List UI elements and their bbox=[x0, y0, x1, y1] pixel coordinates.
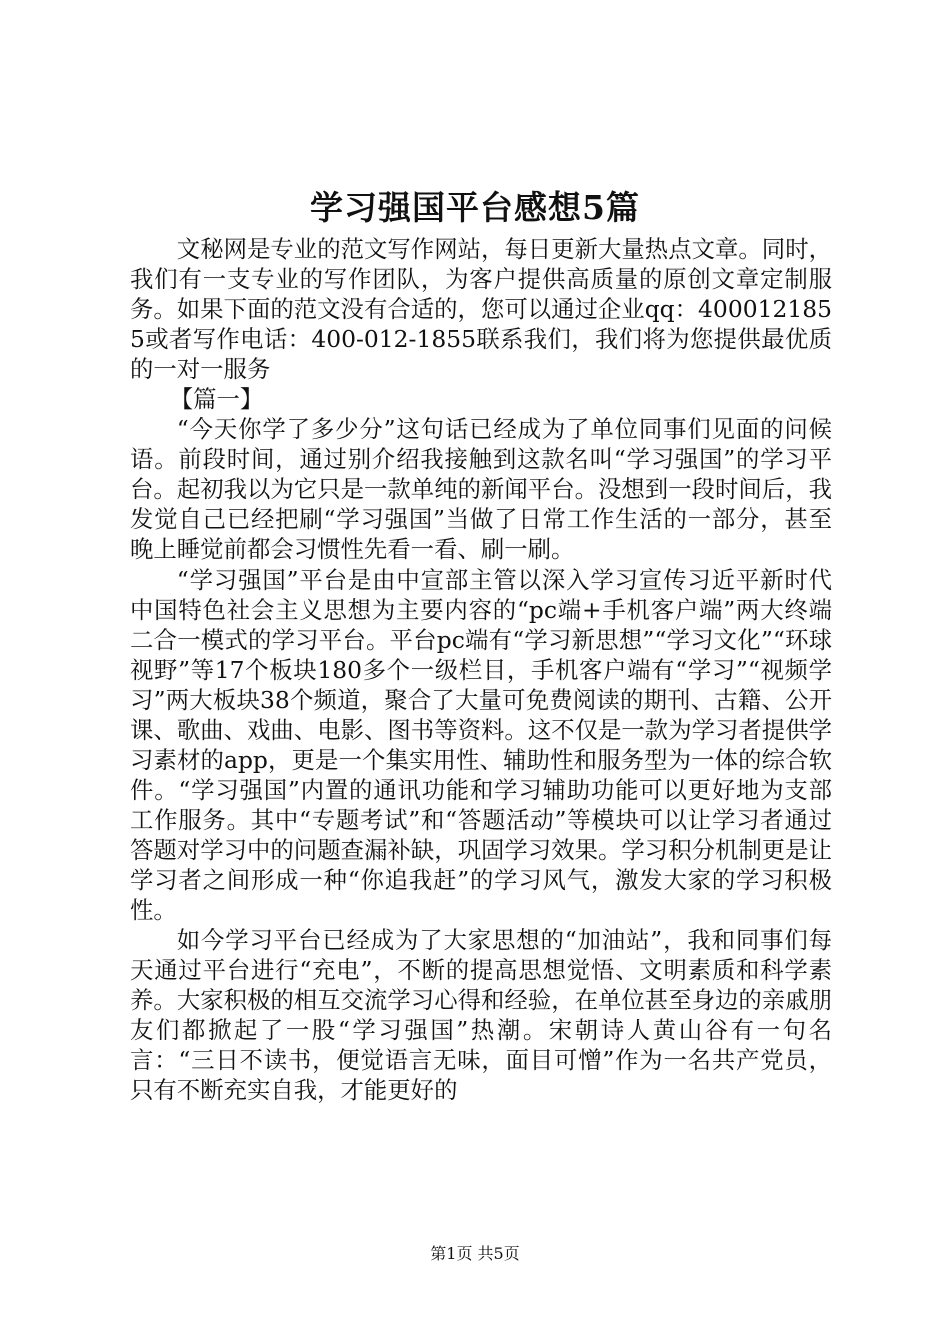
section-label: 【篇一】 bbox=[169, 385, 264, 414]
page-footer: 第1页 共5页 bbox=[430, 1244, 520, 1263]
document-body bbox=[130, 234, 832, 1105]
body-paragraph-2: “学习强国”平台是由中宣部主管以深入学习宣传习近平新时代中国特色社会主义思想为主要内容的“pc端+手机客户端”两大终端二合一模式的学习平台。平台pc端有“学习新思想”“学习文化”“环球视野”等17个板块180多个一级栏目，手机客户端有“学习”“视频学习”两大板块38个频道，聚合了大量可免费阅读的期刊、古籍、公开课、歌曲、戏曲、电影、图书等资料。这不仅是一款为学习者提供学习素材的app，更是一个集实用性、辅助性和服务型为一体的综合软件。“学习强国”内置的通讯功能和学习辅助功能可以更好地为支部工作服务。其中“专题考试”和“答题活动”等模块可以让学习者通过答题对学习中的问题查漏补缺，巩固学习效果。学习积分机制更是让学习者之间形成一种“你追我赶”的学习风气，激发大家的学习积极性。 bbox=[130, 565, 832, 925]
document-title: 学习强国平台感想5篇 bbox=[310, 188, 640, 227]
body-paragraph-3: 如今学习平台已经成为了大家思想的“加油站”，我和同事们每天通过平台进行“充电”，不断的提高思想觉悟、文明素质和科学素养。大家积极的相互交流学习心得和经验，在单位甚至身边的亲戚朋友们都掀起了一股“学习强国”热潮。宋朝诗人黄山谷有一句名言：“三日不读书，便觉语言无味，面目可憎”作为一名共产党员，只有不断充实自我，才能更好的 bbox=[130, 926, 832, 1105]
body-paragraph-1: “今天你学了多少分”这句话已经成为了单位同事们见面的问候语。前段时间，通过别介绍我接触到这款名叫“学习强国”的学习平台。起初我以为它只是一款单纯的新闻平台。没想到一段时间后，我发觉自己已经把刷“学习强国”当做了日常工作生活的一部分，甚至晚上睡觉前都会习惯性先看一看、刷一刷。 bbox=[130, 415, 832, 564]
intro-paragraph: 文秘网是专业的范文写作网站，每日更新大量热点文章。同时，我们有一支专业的写作团队，为客户提供高质量的原创文章定制服务。如果下面的范文没有合适的，您可以通过企业qq：4000121855或者写作电话：400-012-1855联系我们，我们将为您提供最优质的一对一服务 bbox=[130, 235, 832, 384]
